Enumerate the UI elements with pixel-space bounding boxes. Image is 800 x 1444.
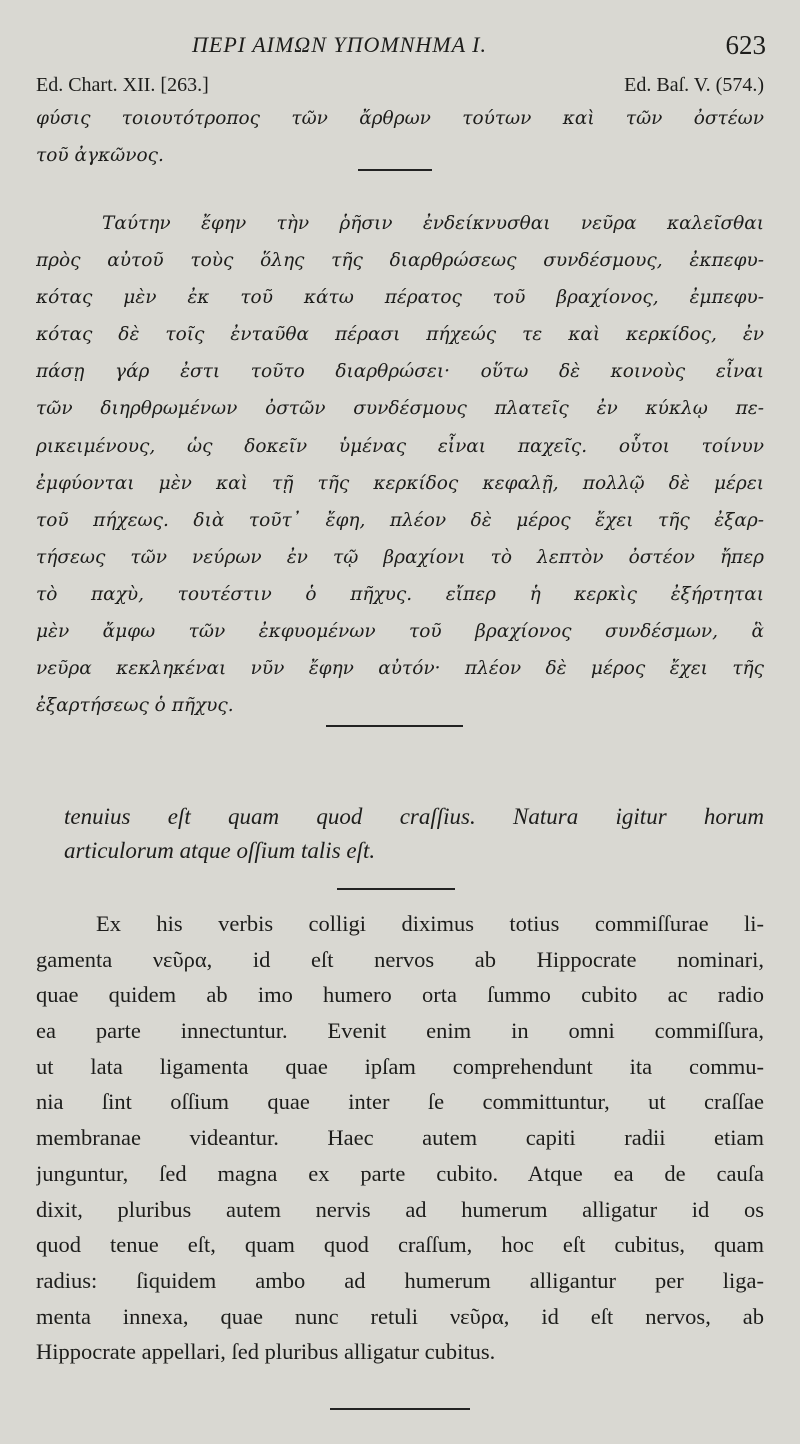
edition-chartier: Ed. Chart. XII. [263.] [36, 74, 209, 96]
section-divider [330, 1408, 470, 1410]
text-line: μὲν ἄμφω τῶν ἐκφυομένων τοῦ βραχίονος συνδέσμων, ἃ [36, 621, 764, 643]
text-line: menta innexa, quae nunc retuli νεῦρα, id eſt nervos, ab [36, 1303, 764, 1329]
text-line: gamenta νεῦρα, id eſt nervos ab Hippocrate nominari, [36, 946, 764, 972]
page-number: 623 [725, 30, 766, 60]
text-line: τήσεως τῶν νεύρων ἐν τῷ βραχίονι τὸ λεπτὸν ὀστέον ἤπερ [36, 546, 764, 568]
text-line: ἐξαρτήσεως ὁ πῆχυς. [36, 695, 234, 717]
text-line: Ταύτην ἔφην τὴν ῥῆσιν ἐνδείκνυσθαι νεῦρα καλεῖσθαι [102, 213, 764, 234]
edition-references [0, 74, 800, 102]
text-line: tenuius eſt quam quod craſſius. Natura igitur horum [64, 804, 764, 829]
text-line: ἐμφύονται μὲν καὶ τῇ τῆς κερκίδος κεφαλῇ, πολλῷ δὲ μέρει [36, 472, 764, 494]
text-line: radius: ſiquidem ambo ad humerum alligantur per liga- [36, 1267, 764, 1293]
text-line: τῶν διηρθρωμένων ὀστῶν συνδέσμους πλατεῖς ἐν κύκλῳ πε- [36, 398, 764, 420]
running-head [0, 30, 800, 64]
text-line: Hippocrate appellari, ſed pluribus alligatur cubitus. [36, 1339, 496, 1365]
text-line: ut lata ligamenta quae ipſam comprehendunt ita commu- [36, 1053, 764, 1079]
text-line: φύσις τοιουτότροπος τῶν ἄρθρων τούτων καὶ τῶν ὀστέων [36, 108, 764, 129]
text-line: τοῦ ἀγκῶνος. [36, 145, 164, 167]
text-line: κότας μὲν ἐκ τοῦ κάτω πέρατος τοῦ βραχίονος, ἐμπεφυ- [36, 287, 764, 309]
text-line: ρικειμένους, ὡς δοκεῖν ὑμένας εἶναι παχεῖς. οὗτοι τοίνυν [36, 435, 764, 457]
latin-italic-passage [64, 800, 764, 868]
text-line: νεῦρα κεκληκέναι νῦν ἔφην αὐτόν· πλέον δὲ μέρος ἔχει τῆς [36, 658, 764, 680]
text-line: junguntur, ſed magna ex parte cubito. Atque ea de cauſa [36, 1160, 764, 1186]
text-line: membranae videantur. Haec autem capiti radii etiam [36, 1125, 764, 1151]
text-line: πρὸς αὐτοῦ τοὺς ὅλης τῆς διαρθρώσεως συνδέσμους, ἐκπεφυ- [36, 250, 764, 272]
section-divider [326, 725, 463, 727]
text-line: πάσῃ γάρ ἐστι τοῦτο διαρθρώσει· οὕτω δὲ κοινοὺς εἶναι [36, 361, 764, 383]
text-line: quae quidem ab imo humero orta ſummo cubito ac radio [36, 982, 764, 1008]
text-line: quod tenue eſt, quam quod craſſum, hoc eſt cubitus, quam [36, 1232, 764, 1258]
greek-commentary-paragraph [36, 205, 764, 724]
latin-commentary-paragraph [36, 906, 764, 1370]
text-line: dixit, pluribus autem nervis ad humerum alligatur id os [36, 1196, 764, 1222]
text-line: ea parte innectuntur. Evenit enim in omni commiſſura, [36, 1018, 764, 1044]
text-line: κότας δὲ τοῖς ἐνταῦθα πέρασι πήχεώς τε καὶ κερκίδος, ἐν [36, 324, 764, 346]
running-head-title: ΠΕΡΙ ΑΙΜΩΝ ΥΠΟΜΝΗΜΑ Ι. [192, 32, 487, 57]
text-line: Ex his verbis colligi diximus totius commiſſurae li- [96, 911, 764, 936]
text-line: τὸ παχὺ, τουτέστιν ὁ πῆχυς. εἴπερ ἡ κερκὶς ἐξήρτηται [36, 583, 764, 605]
edition-basel: Ed. Baſ. V. (574.) [624, 74, 764, 96]
text-line: τοῦ πήχεως. διὰ τοῦτ᾽ ἔφη, πλέον δὲ μέρος ἔχει τῆς ἐξαρ- [36, 509, 764, 531]
section-divider [358, 169, 432, 171]
text-line: nia ſint oſſium quae inter ſe committuntur, ut craſſae [36, 1089, 764, 1115]
text-line: articulorum atque oſſium talis eſt. [64, 838, 376, 863]
greek-text-continuation [36, 100, 764, 174]
section-divider [337, 888, 455, 890]
